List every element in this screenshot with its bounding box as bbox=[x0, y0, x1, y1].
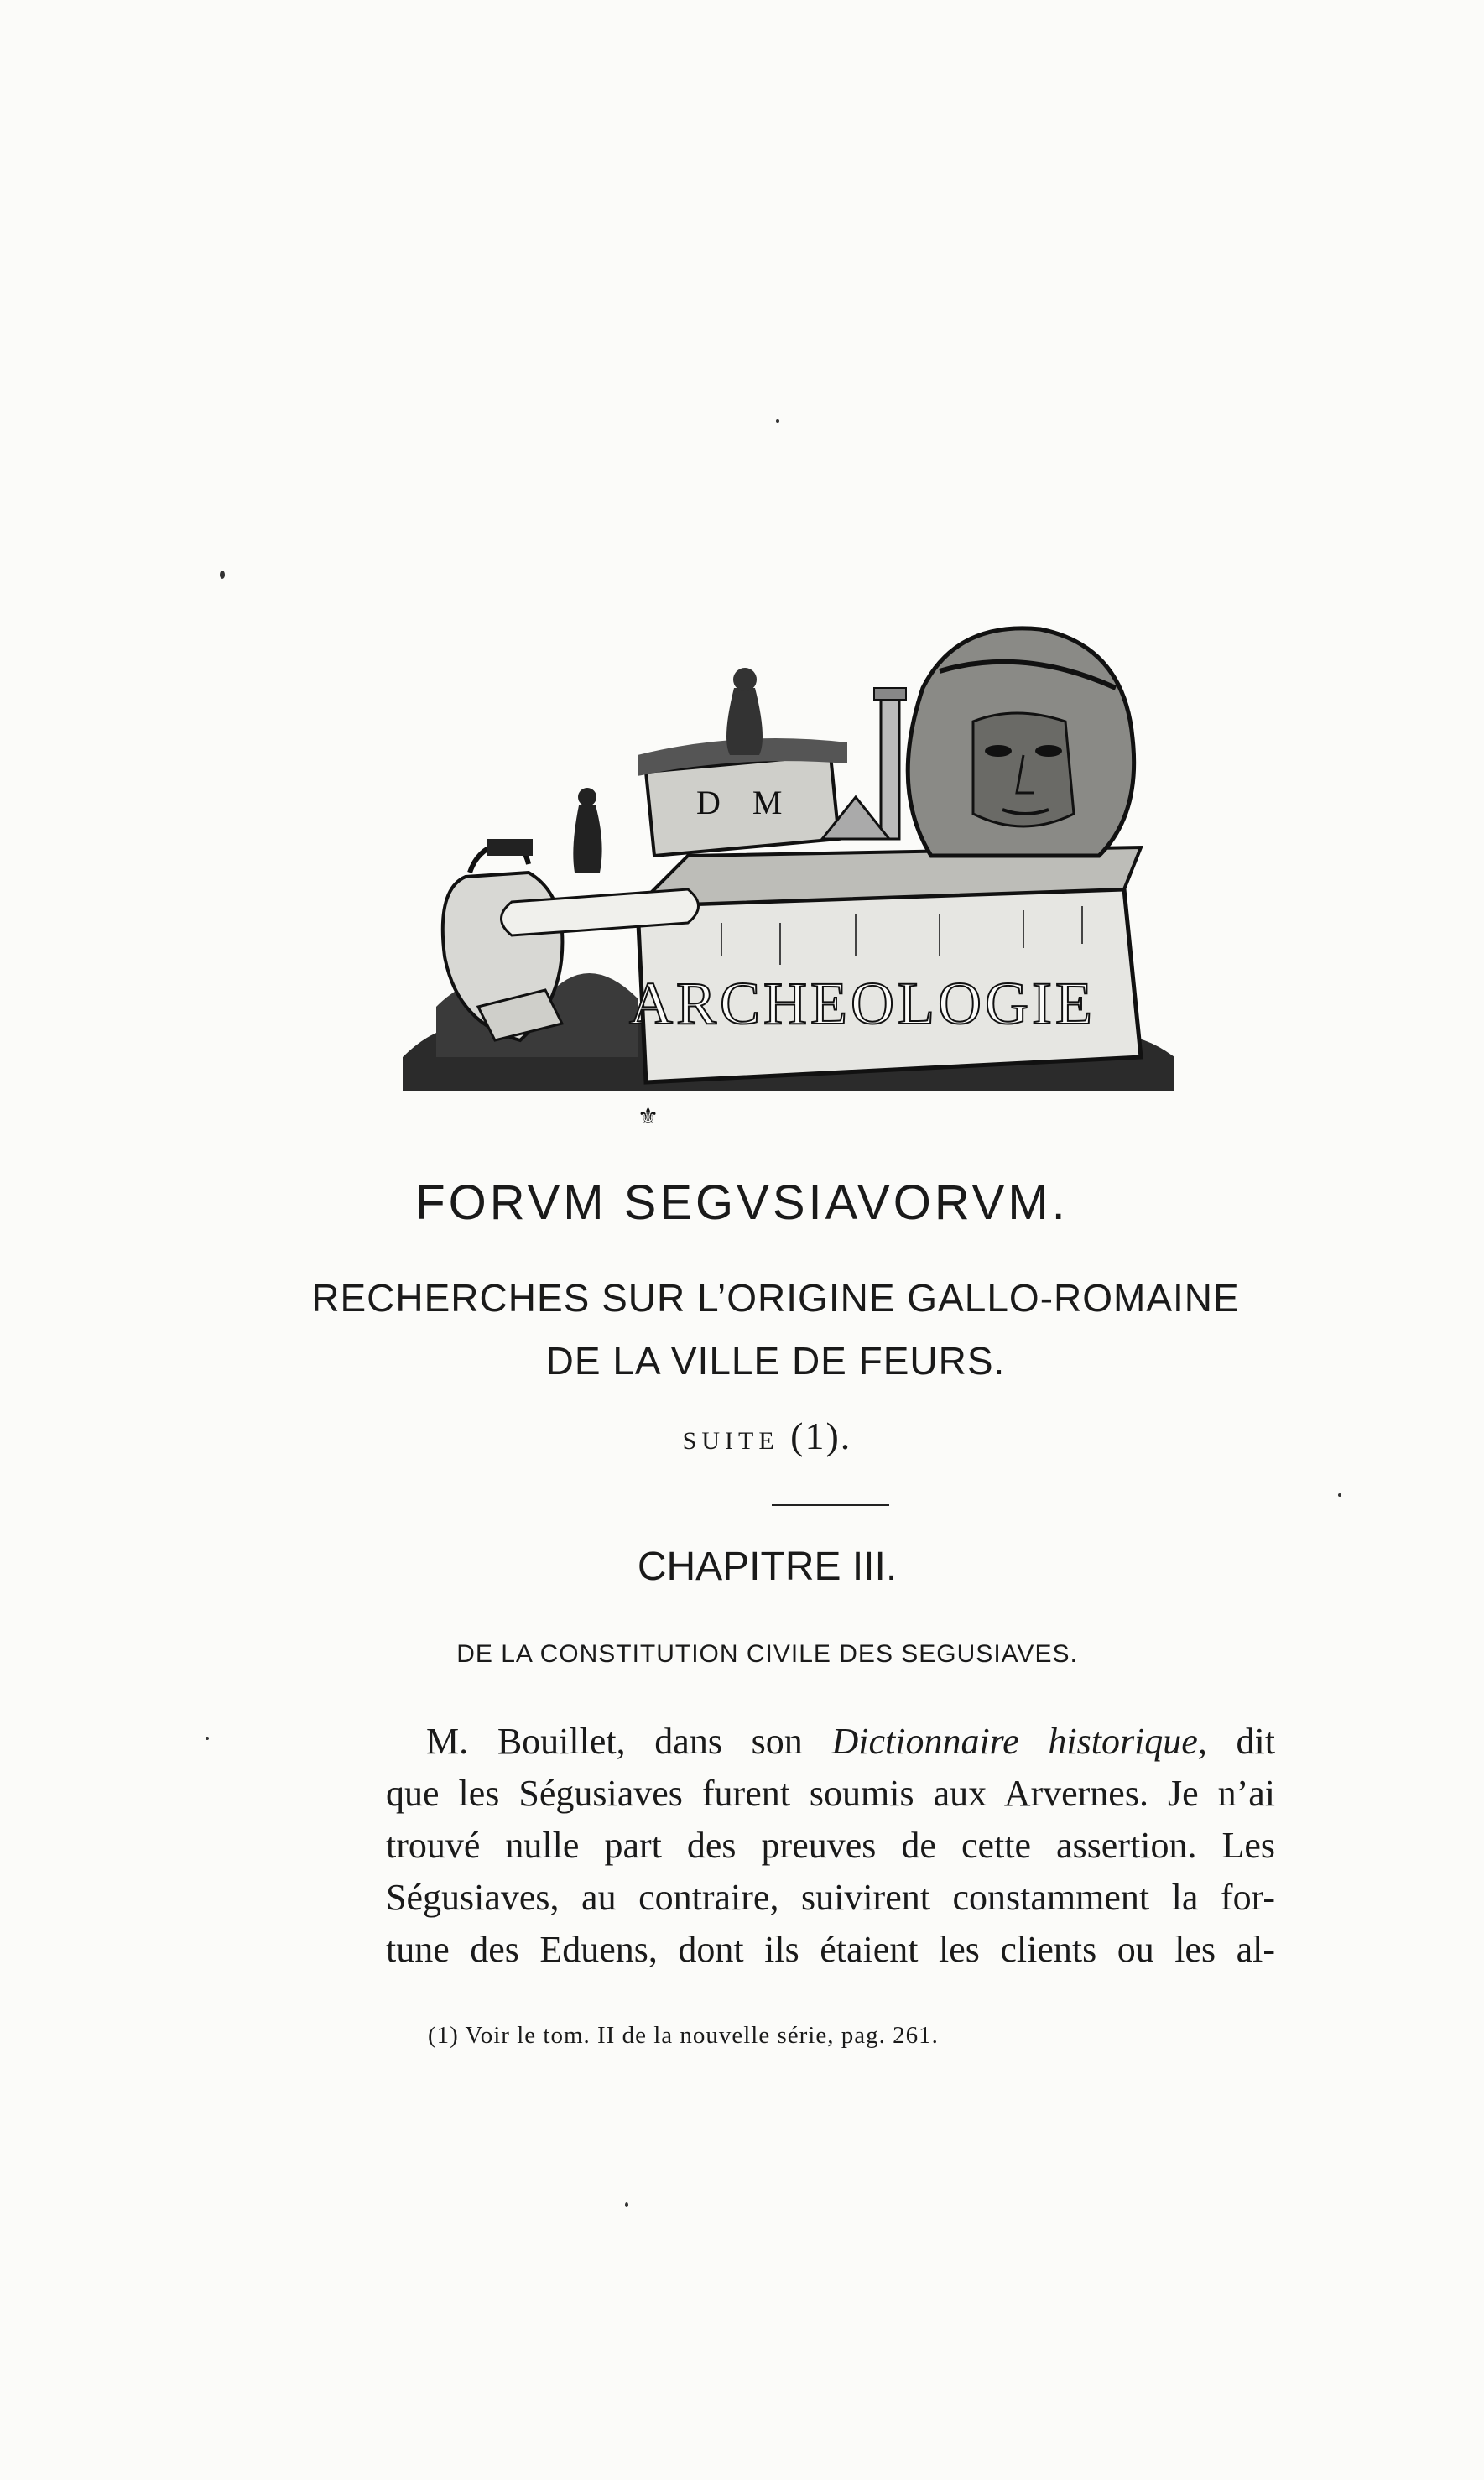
paper-speck bbox=[776, 419, 779, 423]
engraved-word: ARCHEOLOGIE bbox=[629, 970, 1096, 1037]
chapter-number: CHAPITRE III. bbox=[637, 1545, 898, 1589]
svg-text:⚜: ⚜ bbox=[638, 1104, 659, 1130]
archeologie-engraving bbox=[386, 419, 1191, 1141]
paper-speck bbox=[206, 1737, 209, 1740]
paper-speck bbox=[220, 571, 225, 579]
paper-speck bbox=[625, 2202, 628, 2207]
body-line-5: tune des Eduens, dont ils étaient les clients ou les al- bbox=[386, 1929, 1275, 1970]
section-divider bbox=[772, 1504, 889, 1506]
archeologie-vignette bbox=[386, 419, 1191, 1141]
suite-note bbox=[25, 1414, 1484, 1458]
body-line-3: trouvé nulle part des preuves de cette assertion. Les bbox=[386, 1825, 1275, 1866]
section-heading: DE LA CONSTITUTION CIVILE DES SEGUSIAVES. bbox=[456, 1640, 1078, 1668]
paper-speck bbox=[1338, 1493, 1341, 1497]
suite-footnote-ref: (1). bbox=[790, 1415, 852, 1457]
page-title: FORVM SEGVSIAVORVM. bbox=[415, 1175, 1069, 1230]
footnote: (1) Voir le tom. II de la nouvelle série, pag. 261. bbox=[428, 2022, 939, 2049]
body-line-2: que les Ségusiaves furent soumis aux Arvernes. Je n’ai bbox=[386, 1773, 1275, 1814]
book-title: Dictionnaire historique, bbox=[831, 1721, 1207, 1762]
body-paragraph bbox=[386, 1716, 1275, 1976]
body-line-1: M. Bouillet, dans son Dictionnaire historique, dit bbox=[426, 1721, 1275, 1762]
altar-inscription: D M bbox=[696, 784, 794, 821]
subtitle-line-1: RECHERCHES SUR L’ORIGINE GALLO-ROMAINE bbox=[311, 1276, 1240, 1320]
suite-word: SUITE bbox=[682, 1427, 779, 1455]
subtitle-line-2: DE LA VILLE DE FEURS. bbox=[545, 1339, 1006, 1383]
body-line-4: Ségusiaves, au contraire, suivirent constamment la for- bbox=[386, 1877, 1275, 1918]
